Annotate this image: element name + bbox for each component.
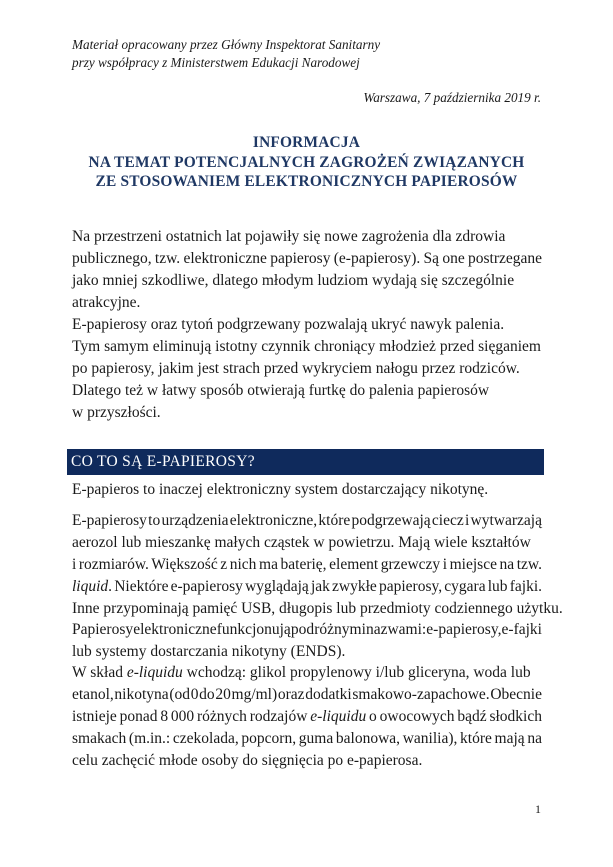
- place-date: Warszawa, 7 października 2019 r.: [363, 90, 541, 105]
- italic-term: liquid: [72, 578, 109, 595]
- text-line: E-papieros to inaczej elektroniczny system dostarczający nikotynę.: [72, 481, 489, 498]
- section-paragraph-4: [72, 662, 542, 772]
- text-line: i rozmiarów. Większość z nich ma baterię, element grzewczy i miejsce na tzw.: [72, 556, 542, 573]
- text-segment: wchodzą: glikol propylenowy i/lub gliceryna, woda lub: [182, 664, 531, 681]
- text-line: Na przestrzeni ostatnich lat pojawiły się nowe zagrożenia dla zdrowia: [72, 228, 506, 245]
- text-segment: W skład: [72, 664, 127, 681]
- page-number: 1: [535, 802, 541, 816]
- text-line: E-papierosy oraz tytoń podgrzewany pozwalają ukryć nawyk palenia.: [72, 316, 505, 333]
- text-line: [72, 706, 542, 728]
- title-line: NA TEMAT POTENCJALNYCH ZAGROŻEŃ ZWIĄZANYCH: [88, 153, 525, 171]
- document-title: [0, 133, 613, 192]
- text-line: jako mniej szkodliwe, dlatego młodym ludziom wydają się szczególnie: [72, 272, 515, 289]
- header-note-line: Materiał opracowany przez Główny Inspektorat Sanitarny: [72, 37, 381, 52]
- italic-term: e-liquidu: [310, 708, 367, 725]
- text-line: E-papierosy to urządzenia elektroniczne, które podgrzewają ciecz i wytwarzają: [72, 512, 542, 529]
- text-line: Inne przypominają pamięć USB, długopis lub przedmioty codziennego użytku.: [72, 600, 563, 617]
- text-line: Tym samym eliminują istotny czynnik chroniący młodzież przed sięganiem: [72, 338, 541, 355]
- text-line: aerozol lub mieszankę małych cząstek w powietrzu. Mają wiele kształtów: [72, 534, 531, 551]
- text-segment: o owocowych bądź słodkich: [366, 708, 542, 725]
- text-line: Papierosy elektroniczne funkcjonują pod różnymi nazwami: e-papierosy, e-fajki: [72, 621, 542, 638]
- text-line: publicznego, tzw. elektroniczne papierosy (e-papierosy). Są one postrzegane: [72, 250, 542, 267]
- text-line: Dlatego też w łatwy sposób otwierają furtkę do palenia papierosów: [72, 382, 490, 399]
- section-paragraph-3: [72, 619, 542, 663]
- text-line: [72, 576, 542, 598]
- text-line: atrakcyjne.: [72, 294, 141, 311]
- text-segment: . Niektóre e-papierosy wyglądają jak zwykłe papierosy, cygara lub fajki.: [108, 578, 542, 595]
- section-paragraph-2: [72, 510, 563, 620]
- intro-paragraph-1: [72, 226, 542, 314]
- text-line: etanol, nikotyna (od 0 do 20 mg/ml) oraz dodatki smakowo-zapachowe. Obecnie: [72, 686, 542, 703]
- italic-term: e-liquidu: [126, 664, 183, 681]
- section-heading-bar: [67, 449, 544, 475]
- text-segment: istnieje ponad 8 000 różnych rodzajów: [72, 708, 311, 725]
- title-line: ZE STOSOWANIEM ELEKTRONICZNYCH PAPIEROSÓW: [95, 173, 518, 190]
- section-paragraph-1: [72, 479, 542, 501]
- text-line: [72, 662, 542, 684]
- text-line: smakach (m.in.: czekolada, popcorn, guma balonowa, wanilia), które mają na: [72, 730, 542, 747]
- intro-paragraph-2: [72, 314, 542, 424]
- header-note-line: przy współpracy z Ministerstwem Edukacji Narodowej: [72, 55, 360, 70]
- text-line: w przyszłości.: [72, 404, 161, 421]
- title-line: INFORMACJA: [252, 134, 361, 151]
- section-heading: CO TO SĄ E-PAPIEROSY?: [71, 453, 255, 470]
- text-line: celu zachęcić młode osoby do sięgnięcia po e-papierosa.: [72, 752, 423, 769]
- text-line: lub systemy dostarczania nikotyny (ENDS).: [72, 643, 346, 660]
- text-line: po papierosy, jakim jest strach przed wykryciem nałogu przez rodziców.: [72, 360, 520, 377]
- header-note: [72, 36, 380, 72]
